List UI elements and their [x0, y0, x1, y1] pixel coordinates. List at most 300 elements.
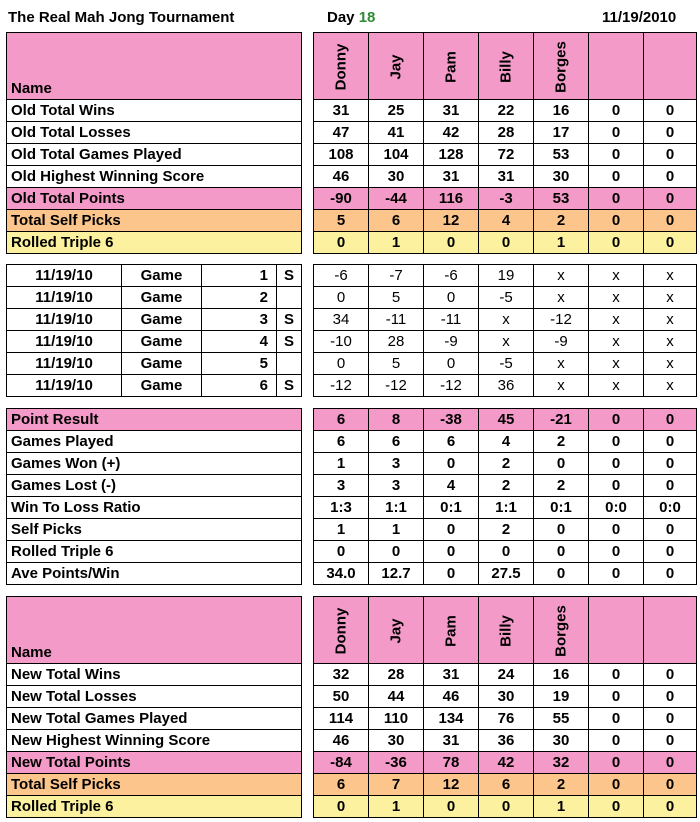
- table-cell: Game: [122, 353, 202, 375]
- table-cell: 6: [479, 774, 534, 796]
- table-cell: -5: [479, 353, 534, 375]
- table-cell: 0: [314, 232, 369, 254]
- table-row: [7, 519, 697, 541]
- table-cell: x: [589, 265, 644, 287]
- table-cell: 0: [589, 210, 644, 232]
- table-cell: 0: [644, 796, 697, 818]
- row-label: Old Total Games Played: [7, 144, 302, 166]
- player-header: Pam: [424, 597, 479, 664]
- table-cell: 78: [424, 752, 479, 774]
- row-label: New Total Points: [7, 752, 302, 774]
- table-row: [7, 796, 697, 818]
- table-cell: 30: [534, 730, 589, 752]
- games-table: [6, 264, 697, 397]
- old-totals-table: [6, 32, 697, 254]
- table-cell: 0:0: [644, 497, 697, 519]
- table-cell: 30: [479, 686, 534, 708]
- table-row: [7, 210, 697, 232]
- table-row: [7, 100, 697, 122]
- row-label: Old Highest Winning Score: [7, 166, 302, 188]
- table-cell: Game: [122, 265, 202, 287]
- table-cell: 27.5: [479, 563, 534, 585]
- table-cell: -3: [479, 188, 534, 210]
- table-cell: 53: [534, 144, 589, 166]
- player-header: [589, 33, 644, 100]
- table-cell: 34.0: [314, 563, 369, 585]
- table-cell: -12: [314, 375, 369, 397]
- table-cell: 3: [314, 475, 369, 497]
- table-cell: 0: [644, 730, 697, 752]
- table-cell: 31: [314, 100, 369, 122]
- table-cell: 0: [314, 541, 369, 563]
- table-cell: 50: [314, 686, 369, 708]
- table-row: [7, 708, 697, 730]
- table-cell: 0: [589, 664, 644, 686]
- table-cell: 72: [479, 144, 534, 166]
- table-cell: 1: [314, 453, 369, 475]
- table-cell: 46: [314, 730, 369, 752]
- table-cell: 0: [644, 100, 697, 122]
- table-row: [7, 265, 697, 287]
- column-gap: [302, 166, 314, 188]
- table-row: [7, 309, 697, 331]
- table-cell: S: [277, 265, 302, 287]
- table-cell: 5: [369, 353, 424, 375]
- table-cell: 0: [314, 796, 369, 818]
- table-cell: 1: [314, 519, 369, 541]
- table-cell: S: [277, 331, 302, 353]
- column-gap: [302, 686, 314, 708]
- table-cell: 22: [479, 100, 534, 122]
- table-cell: 34: [314, 309, 369, 331]
- table-row: [7, 375, 697, 397]
- table-cell: 32: [534, 752, 589, 774]
- table-cell: 31: [424, 166, 479, 188]
- table-cell: 0: [644, 409, 697, 431]
- table-cell: 28: [369, 331, 424, 353]
- table-cell: 0: [424, 353, 479, 375]
- table-cell: 32: [314, 664, 369, 686]
- column-gap: [302, 453, 314, 475]
- table-cell: 0:1: [534, 497, 589, 519]
- column-gap: [302, 309, 314, 331]
- table-cell: x: [644, 265, 697, 287]
- table-cell: 0: [424, 519, 479, 541]
- tournament-date: 11/19/2010: [602, 9, 677, 26]
- table-cell: 11/19/10: [7, 309, 122, 331]
- table-row: [7, 686, 697, 708]
- column-gap: [302, 287, 314, 309]
- table-cell: 4: [479, 431, 534, 453]
- table-cell: 25: [369, 100, 424, 122]
- table-cell: 11/19/10: [7, 375, 122, 397]
- table-cell: 1: [534, 232, 589, 254]
- table-cell: 4: [424, 475, 479, 497]
- player-header: Pam: [424, 33, 479, 100]
- table-cell: Game: [122, 287, 202, 309]
- header-row: [7, 597, 697, 664]
- table-cell: 1: [369, 796, 424, 818]
- table-cell: 0: [424, 541, 479, 563]
- table-cell: -5: [479, 287, 534, 309]
- header-row: [7, 33, 697, 100]
- table-cell: 2: [534, 210, 589, 232]
- table-cell: 0: [424, 232, 479, 254]
- row-label: Point Result: [7, 409, 302, 431]
- table-cell: 11/19/10: [7, 265, 122, 287]
- column-gap: [302, 210, 314, 232]
- row-label: Games Lost (-): [7, 475, 302, 497]
- table-cell: 0: [424, 563, 479, 585]
- table-cell: 0: [589, 232, 644, 254]
- table-cell: 0: [644, 431, 697, 453]
- table-cell: 3: [369, 475, 424, 497]
- table-cell: 114: [314, 708, 369, 730]
- table-cell: 0: [589, 453, 644, 475]
- table-cell: 0: [644, 664, 697, 686]
- table-cell: 0: [589, 166, 644, 188]
- row-label: Total Self Picks: [7, 774, 302, 796]
- column-gap: [302, 431, 314, 453]
- table-cell: 16: [534, 664, 589, 686]
- table-cell: 0: [314, 287, 369, 309]
- player-header: Donny: [314, 33, 369, 100]
- table-cell: 0: [589, 475, 644, 497]
- row-label: Rolled Triple 6: [7, 796, 302, 818]
- table-cell: 6: [202, 375, 277, 397]
- row-label: Self Picks: [7, 519, 302, 541]
- row-label: Old Total Wins: [7, 100, 302, 122]
- player-header: Jay: [369, 597, 424, 664]
- column-gap: [302, 122, 314, 144]
- table-cell: x: [644, 331, 697, 353]
- table-cell: 5: [369, 287, 424, 309]
- table-row: [7, 287, 697, 309]
- table-cell: 8: [369, 409, 424, 431]
- table-cell: 0: [589, 409, 644, 431]
- table-cell: Game: [122, 331, 202, 353]
- table-row: [7, 664, 697, 686]
- table-cell: 0: [644, 519, 697, 541]
- row-label: Win To Loss Ratio: [7, 497, 302, 519]
- table-cell: 0: [424, 287, 479, 309]
- table-cell: 0: [479, 541, 534, 563]
- column-gap: [302, 519, 314, 541]
- table-cell: 0: [314, 353, 369, 375]
- table-cell: x: [589, 353, 644, 375]
- table-cell: 0: [589, 796, 644, 818]
- new-totals-table: [6, 596, 697, 818]
- column-gap: [302, 541, 314, 563]
- column-gap: [302, 409, 314, 431]
- table-cell: 7: [369, 774, 424, 796]
- table-cell: 36: [479, 375, 534, 397]
- column-gap: [302, 730, 314, 752]
- table-cell: 6: [369, 210, 424, 232]
- column-gap: [302, 188, 314, 210]
- table-cell: 2: [479, 519, 534, 541]
- table-cell: 2: [534, 774, 589, 796]
- day-number: 18: [358, 9, 376, 26]
- table-cell: -9: [534, 331, 589, 353]
- column-gap: [302, 265, 314, 287]
- table-cell: 30: [534, 166, 589, 188]
- table-cell: 108: [314, 144, 369, 166]
- table-row: [7, 409, 697, 431]
- table-cell: 11/19/10: [7, 353, 122, 375]
- table-row: [7, 188, 697, 210]
- table-cell: [277, 353, 302, 375]
- table-cell: x: [479, 309, 534, 331]
- day-label: [327, 9, 375, 26]
- row-label: Games Won (+): [7, 453, 302, 475]
- column-gap: [302, 100, 314, 122]
- table-cell: 41: [369, 122, 424, 144]
- table-cell: 0: [644, 708, 697, 730]
- column-gap: [302, 232, 314, 254]
- table-row: [7, 431, 697, 453]
- table-cell: 0: [589, 431, 644, 453]
- table-cell: 1:1: [369, 497, 424, 519]
- table-cell: 1:1: [479, 497, 534, 519]
- row-label: Ave Points/Win: [7, 563, 302, 585]
- table-cell: 0: [479, 796, 534, 818]
- tournament-title: The Real Mah Jong Tournament: [8, 9, 235, 26]
- table-cell: 45: [479, 409, 534, 431]
- table-cell: 1: [369, 519, 424, 541]
- table-cell: 6: [424, 431, 479, 453]
- table-cell: 0: [534, 541, 589, 563]
- table-cell: 42: [479, 752, 534, 774]
- row-label: New Total Wins: [7, 664, 302, 686]
- table-cell: 0: [644, 453, 697, 475]
- table-cell: 0: [644, 210, 697, 232]
- column-gap: [302, 664, 314, 686]
- table-cell: x: [589, 331, 644, 353]
- column-gap: [302, 597, 314, 664]
- column-gap: [302, 33, 314, 100]
- table-cell: -36: [369, 752, 424, 774]
- table-cell: -21: [534, 409, 589, 431]
- row-label: New Total Losses: [7, 686, 302, 708]
- table-cell: 0: [589, 563, 644, 585]
- table-cell: S: [277, 309, 302, 331]
- row-label: Games Played: [7, 431, 302, 453]
- table-cell: 47: [314, 122, 369, 144]
- table-row: [7, 563, 697, 585]
- table-cell: 12.7: [369, 563, 424, 585]
- table-row: [7, 122, 697, 144]
- table-cell: 0: [589, 519, 644, 541]
- player-header: [644, 597, 697, 664]
- table-cell: x: [589, 287, 644, 309]
- table-cell: 0: [644, 144, 697, 166]
- table-cell: 2: [479, 475, 534, 497]
- table-cell: 17: [534, 122, 589, 144]
- row-label: Rolled Triple 6: [7, 232, 302, 254]
- results-table: [6, 408, 697, 585]
- table-row: [7, 730, 697, 752]
- player-header: Billy: [479, 33, 534, 100]
- column-gap: [302, 375, 314, 397]
- row-label: Old Total Points: [7, 188, 302, 210]
- column-gap: [302, 144, 314, 166]
- table-cell: 19: [534, 686, 589, 708]
- column-gap: [302, 708, 314, 730]
- table-cell: x: [479, 331, 534, 353]
- table-cell: x: [534, 375, 589, 397]
- table-cell: 0: [644, 563, 697, 585]
- table-row: [7, 232, 697, 254]
- name-header: Name: [7, 33, 302, 100]
- table-cell: 0: [589, 752, 644, 774]
- table-cell: -6: [424, 265, 479, 287]
- table-cell: 1: [369, 232, 424, 254]
- table-cell: 0: [589, 122, 644, 144]
- table-cell: Game: [122, 375, 202, 397]
- table-cell: 0: [479, 232, 534, 254]
- table-cell: 6: [314, 774, 369, 796]
- table-cell: 0: [534, 519, 589, 541]
- table-cell: x: [644, 375, 697, 397]
- table-cell: 4: [202, 331, 277, 353]
- table-cell: -84: [314, 752, 369, 774]
- row-label: New Total Games Played: [7, 708, 302, 730]
- table-cell: 134: [424, 708, 479, 730]
- table-cell: 31: [479, 166, 534, 188]
- table-cell: 0: [589, 686, 644, 708]
- column-gap: [302, 752, 314, 774]
- table-cell: 42: [424, 122, 479, 144]
- table-cell: 2: [479, 453, 534, 475]
- table-cell: 0: [644, 232, 697, 254]
- table-cell: 76: [479, 708, 534, 730]
- table-cell: -38: [424, 409, 479, 431]
- column-gap: [302, 774, 314, 796]
- table-cell: 46: [424, 686, 479, 708]
- table-row: [7, 541, 697, 563]
- table-cell: 0: [534, 453, 589, 475]
- table-cell: x: [534, 287, 589, 309]
- table-row: [7, 166, 697, 188]
- table-row: [7, 453, 697, 475]
- table-cell: -7: [369, 265, 424, 287]
- player-header: Borges: [534, 597, 589, 664]
- player-header: Borges: [534, 33, 589, 100]
- table-cell: 5: [314, 210, 369, 232]
- column-gap: [302, 475, 314, 497]
- table-cell: -44: [369, 188, 424, 210]
- table-cell: -12: [534, 309, 589, 331]
- table-cell: x: [644, 287, 697, 309]
- table-cell: 0: [644, 541, 697, 563]
- table-cell: 0: [589, 730, 644, 752]
- table-cell: x: [589, 375, 644, 397]
- table-cell: Game: [122, 309, 202, 331]
- table-cell: 0: [644, 686, 697, 708]
- player-header: Billy: [479, 597, 534, 664]
- table-cell: 19: [479, 265, 534, 287]
- row-label: New Highest Winning Score: [7, 730, 302, 752]
- table-cell: [277, 287, 302, 309]
- table-cell: 28: [369, 664, 424, 686]
- day-text: Day: [327, 9, 355, 26]
- player-header: Jay: [369, 33, 424, 100]
- table-cell: 116: [424, 188, 479, 210]
- table-cell: -90: [314, 188, 369, 210]
- table-cell: 6: [314, 409, 369, 431]
- table-cell: 0: [644, 122, 697, 144]
- table-cell: 0: [644, 188, 697, 210]
- table-cell: 6: [369, 431, 424, 453]
- table-cell: 0:1: [424, 497, 479, 519]
- player-header: [644, 33, 697, 100]
- table-cell: 55: [534, 708, 589, 730]
- table-cell: x: [644, 353, 697, 375]
- table-cell: 31: [424, 100, 479, 122]
- table-cell: 53: [534, 188, 589, 210]
- table-cell: 36: [479, 730, 534, 752]
- table-cell: 0: [589, 774, 644, 796]
- table-cell: x: [534, 353, 589, 375]
- column-gap: [302, 331, 314, 353]
- table-cell: 5: [202, 353, 277, 375]
- table-cell: x: [534, 265, 589, 287]
- table-cell: 12: [424, 210, 479, 232]
- title-row: [0, 0, 700, 32]
- table-cell: 0: [589, 541, 644, 563]
- table-row: [7, 497, 697, 519]
- table-row: [7, 331, 697, 353]
- table-cell: 0: [589, 144, 644, 166]
- column-gap: [302, 497, 314, 519]
- table-cell: 46: [314, 166, 369, 188]
- table-cell: 31: [424, 730, 479, 752]
- table-cell: 4: [479, 210, 534, 232]
- table-cell: 0: [424, 796, 479, 818]
- player-header: Donny: [314, 597, 369, 664]
- table-row: [7, 752, 697, 774]
- table-cell: -11: [424, 309, 479, 331]
- table-cell: 0: [369, 541, 424, 563]
- table-cell: 31: [424, 664, 479, 686]
- table-cell: S: [277, 375, 302, 397]
- name-header: Name: [7, 597, 302, 664]
- table-cell: 0: [534, 563, 589, 585]
- table-cell: 30: [369, 730, 424, 752]
- table-cell: 128: [424, 144, 479, 166]
- table-cell: 110: [369, 708, 424, 730]
- table-cell: 1:3: [314, 497, 369, 519]
- table-cell: 2: [534, 475, 589, 497]
- table-cell: 2: [534, 431, 589, 453]
- table-cell: 0: [589, 100, 644, 122]
- table-cell: 6: [314, 431, 369, 453]
- table-cell: -6: [314, 265, 369, 287]
- table-cell: 11/19/10: [7, 287, 122, 309]
- row-label: Old Total Losses: [7, 122, 302, 144]
- row-label: Total Self Picks: [7, 210, 302, 232]
- table-cell: 0: [589, 188, 644, 210]
- table-cell: 12: [424, 774, 479, 796]
- column-gap: [302, 563, 314, 585]
- table-cell: 44: [369, 686, 424, 708]
- column-gap: [302, 796, 314, 818]
- row-label: Rolled Triple 6: [7, 541, 302, 563]
- table-cell: x: [589, 309, 644, 331]
- table-row: [7, 774, 697, 796]
- table-cell: 0: [644, 166, 697, 188]
